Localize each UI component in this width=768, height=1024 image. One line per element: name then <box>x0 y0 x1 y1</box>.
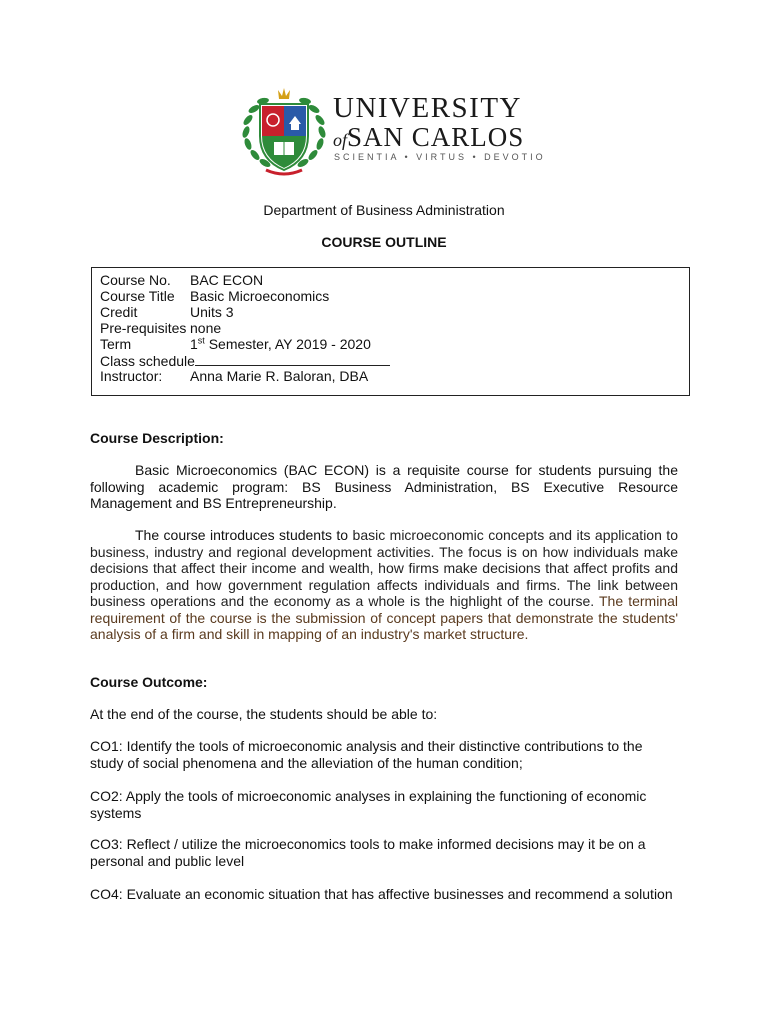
description-para2-requirement: The terminal requirement of the course is the submission of concept papers that demonstrate the students' analysis of a firm and skill in mapping of an industry's market structure. <box>90 593 678 642</box>
course-outcome-heading: Course Outcome: <box>90 674 208 690</box>
credit-value: Units 3 <box>190 304 234 320</box>
course-title-label: Course Title <box>100 288 175 304</box>
term-label: Term <box>100 336 132 352</box>
credit-row <box>100 304 234 320</box>
instructor-row <box>100 368 368 384</box>
prereq-value: none <box>190 320 222 336</box>
outcome-co1: CO1: Identify the tools of microeconomic analysis and their distinctive contributions to the study of social phenomena and the alleviation of the human condition; <box>90 738 643 771</box>
course-description-heading: Course Description: <box>90 430 224 446</box>
description-para2-intro: The course introduces students to <box>135 527 353 543</box>
university-name-line1: UNIVERSITY <box>333 92 522 124</box>
schedule-label: Class schedule <box>100 353 195 369</box>
schedule-blank-line <box>195 352 390 366</box>
prereq-label: Pre-requisites <box>100 320 187 336</box>
outcome-co4: CO4: Evaluate an economic situation that has affective businesses and recommend a solution <box>90 886 673 902</box>
description-para2-body: basic microeconomic concepts and its application to business, industry and regional development activities. The focus is on how individuals make decisions that affect their income and wealth, how firms make decisions that affect profits and production, and how government regulation affects individuals and firms. The link between business operations and the economy as a whole is the highlight of the course. <box>90 527 678 609</box>
university-motto: SCIENTIA • VIRTUS • DEVOTIO <box>334 152 546 162</box>
course-no-label: Course No. <box>100 272 171 288</box>
document-title: COURSE OUTLINE <box>321 234 447 250</box>
outcome-co3: CO3: Reflect / utilize the microeconomics tools to make informed decisions may it be on a personal and public level <box>90 836 646 869</box>
prereq-row <box>100 320 221 336</box>
course-no-value: BAC ECON <box>190 272 264 288</box>
instructor-value: Anna Marie R. Baloran, DBA <box>190 368 369 384</box>
term-row <box>100 336 371 352</box>
schedule-row <box>100 352 390 369</box>
course-no-row <box>100 272 263 288</box>
outcome-co2: CO2: Apply the tools of microeconomic analyses in explaining the functioning of economic systems <box>90 788 647 821</box>
course-info-box <box>91 267 690 396</box>
outcome-intro: At the end of the course, the students should be able to: <box>90 706 438 722</box>
description-paragraph-1: Basic Microeconomics (BAC ECON) is a requisite course for students pursuing the following academic program: BS Business Administration, BS Executive Resource Management and BS Entrepreneurship. <box>90 462 678 511</box>
term-ordinal: st <box>197 335 205 346</box>
credit-label: Credit <box>100 304 138 320</box>
university-name-of: of <box>333 130 348 150</box>
term-number: 1 <box>190 336 198 352</box>
description-paragraph-2 <box>90 527 678 643</box>
term-value: Semester, AY 2019 - 2020 <box>204 336 371 352</box>
course-title-row <box>100 288 329 304</box>
crown-icon <box>278 88 290 99</box>
course-title-value: Basic Microeconomics <box>190 288 330 304</box>
instructor-label: Instructor: <box>100 368 163 384</box>
university-name-san-carlos: SAN CARLOS <box>347 122 525 152</box>
university-name-line2 <box>333 122 524 155</box>
department-name: Department of Business Administration <box>263 202 505 218</box>
shield-icon <box>260 104 308 170</box>
